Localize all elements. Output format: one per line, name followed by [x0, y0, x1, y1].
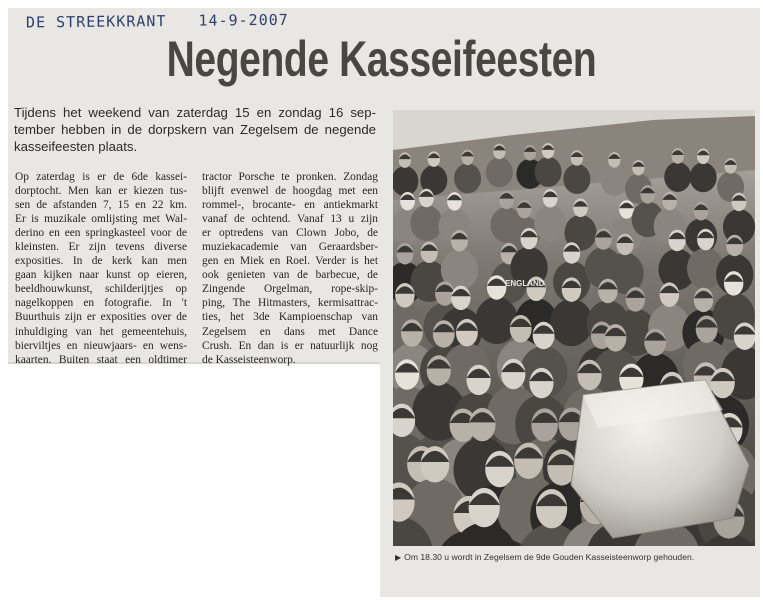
article-headline: Negende Kasseifeesten	[166, 31, 597, 87]
spectator-body	[410, 205, 442, 241]
body-line: exposities. In de kerk kan men	[15, 255, 187, 268]
body-line: er optredens van Clown Jobo, de	[202, 227, 378, 240]
body-line: bierviltjes en nieuwjaars- en wens-	[15, 339, 187, 352]
body-line: ping, The Hitmasters, kermisattrac-	[202, 297, 378, 310]
spectator-body	[475, 297, 517, 344]
spectator-body	[454, 163, 481, 193]
body-line: Er is muzikale omlijsting met Wal-	[15, 213, 187, 226]
spectator-body	[563, 164, 590, 194]
body-line: beeldhouwkunst, schilderijtjes op	[15, 283, 187, 296]
crowd-photo-graphic	[393, 110, 755, 546]
body-line: dorptocht. Men kan er kiezen tus-	[15, 185, 187, 198]
spectator-body	[690, 162, 717, 192]
body-line: gaan kijken naar kunst op eieren,	[15, 269, 187, 282]
body-line: Zegelsem en dans met Dance	[202, 325, 378, 338]
newspaper-name: DE STREEKKRANT	[25, 12, 167, 32]
body-line: kaarten. Buiten staat een oldtimer	[15, 353, 187, 366]
body-line: de Kasseisteenworp.	[202, 353, 296, 366]
newspaper-date: 14-9-2007	[198, 10, 289, 30]
body-line: derino en een springkasteel voor de	[15, 227, 187, 240]
body-line: Crush. En dan is er natuurlijk nog	[202, 339, 378, 352]
handwritten-note	[26, 11, 311, 32]
body-column-2	[202, 170, 378, 367]
body-line: blijft evenwel de hoogdag met een	[202, 185, 378, 198]
crowd-photo	[393, 110, 755, 546]
caption-arrow-icon: ▶	[395, 553, 402, 562]
body-line: kleinsten. Er zijn tevens diverse	[15, 241, 187, 254]
body-line: Buurthuis zijn er exposities over de	[15, 311, 187, 324]
body-line: sen de afstanden 7, 15 en 22 km.	[15, 199, 187, 212]
intro-line: kasseifeesten plaats.	[14, 139, 138, 154]
body-line: inhuldiging van het gemeentehuis,	[15, 325, 187, 338]
body-line: Zingende Orgelman, rope-skip-	[202, 283, 378, 296]
body-column-1	[15, 170, 187, 367]
shirt-text: ENGLAND	[505, 279, 545, 288]
body-line: nagelkoppen en fotografie. In 't	[15, 297, 187, 310]
caption-text: Om 18.30 u wordt in Zegelsem de 9de Gouden Kasseisteenworp gehouden.	[404, 552, 695, 562]
body-line: Op zaterdag is er de 6de kassei-	[15, 171, 187, 183]
body-line: ties, het 3de Kampioenschap van	[202, 311, 378, 324]
spectator-body	[601, 166, 628, 196]
body-line: muziekacademie van Geraardsber-	[202, 241, 378, 254]
body-line: vanaf de ochtend. Vanaf 13 u zijn	[202, 213, 378, 226]
body-line: gen en Miek en Roel. Verder is het	[202, 255, 378, 268]
body-line: tractor Porsche te pronken. Zondag	[202, 171, 378, 183]
photo-caption	[395, 552, 755, 562]
spectator-body	[664, 162, 691, 192]
spectator-body	[550, 299, 592, 346]
body-line: ook genieten van de barbecue, de	[202, 269, 378, 282]
intro-line: tember hebben in de dorpskern van Zegelsem de negende	[14, 122, 376, 137]
spectator-body	[534, 205, 566, 241]
spectator-body	[535, 157, 562, 187]
body-line: rommel-, brocante- en antiekmarkt	[202, 199, 378, 212]
intro-line: Tijdens het weekend van zaterdag 15 en zondag 16 sep-	[14, 105, 376, 120]
article-intro	[14, 104, 376, 155]
spectator-body	[486, 157, 513, 187]
